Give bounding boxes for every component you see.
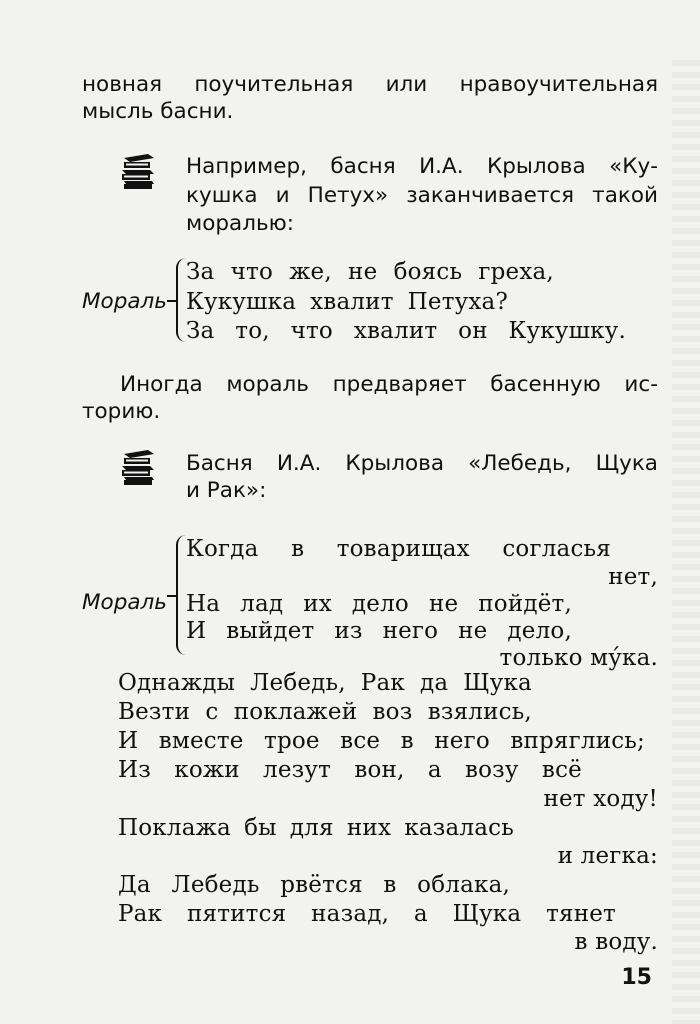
word: дело [351, 591, 409, 617]
word: Везти [118, 699, 191, 725]
fable-line-9 [118, 901, 616, 927]
book-stack-icon [120, 150, 156, 190]
word: пятится [186, 901, 287, 927]
word: а [427, 757, 442, 783]
fable-line-2 [118, 699, 532, 725]
word: бы [244, 815, 277, 841]
fable-line-3 [118, 728, 645, 754]
moral2-line-2: нет, [608, 564, 658, 590]
word: него [382, 618, 439, 644]
word: в [291, 536, 305, 562]
word: и [275, 183, 290, 208]
word: трое [264, 728, 320, 754]
word: да [419, 670, 449, 696]
word: И.А. [419, 154, 464, 179]
word: Например, [186, 154, 307, 179]
moral1-line-2 [186, 289, 508, 315]
word: не [348, 259, 378, 285]
word: что [290, 318, 333, 344]
book-stack-icon [120, 446, 156, 486]
word: кожи [174, 757, 240, 783]
word: согласья [502, 536, 611, 562]
moral2-line-3 [186, 591, 572, 617]
word: За [186, 318, 215, 344]
fable-line-10: в воду. [574, 929, 658, 955]
word: тянет [546, 901, 616, 927]
word: для [289, 815, 334, 841]
moral1-line-1 [186, 259, 554, 285]
word: Однажды [118, 670, 236, 696]
word: кушка [186, 183, 258, 208]
word: в [383, 872, 397, 898]
word: что [230, 259, 274, 285]
word: новная [82, 72, 163, 97]
word: из [334, 618, 363, 644]
word: их [303, 591, 332, 617]
page-number: 15 [621, 965, 652, 990]
fable-line-5: нет ходу! [543, 786, 658, 812]
word: впряглись; [510, 728, 645, 754]
word: Крылова [345, 451, 445, 476]
word: товарищах [336, 536, 470, 562]
word: поучительная [194, 72, 354, 97]
moral2-line-1 [186, 536, 611, 562]
word: За [186, 259, 215, 285]
word: Из [118, 757, 152, 783]
word: все [340, 728, 381, 754]
word: Поклажа [118, 815, 231, 841]
page-edge-shadow [672, 60, 700, 1024]
word: Лебедь [171, 872, 260, 898]
fable-line-8 [118, 872, 510, 898]
word: Рак [360, 670, 405, 696]
word: выйдет [226, 618, 315, 644]
word: басенную [490, 372, 601, 397]
word: вон, [354, 757, 405, 783]
word: хвалит [310, 289, 394, 315]
word: мораль [226, 372, 309, 397]
word: нравоучительная [459, 72, 658, 97]
word: такой [592, 183, 658, 208]
sometimes-line-1 [120, 372, 658, 397]
word: лад [240, 591, 284, 617]
word: не [428, 591, 459, 617]
word: ис- [624, 372, 658, 397]
fable-line-4 [118, 757, 582, 783]
example2-line-2: и Рак»: [186, 478, 267, 503]
word: или [385, 72, 428, 97]
word: лезут [263, 757, 332, 783]
word: он [458, 318, 488, 344]
word: греха, [478, 259, 554, 285]
word: Лебедь, [250, 670, 346, 696]
word: а [413, 901, 428, 927]
example1-line-2 [186, 183, 658, 208]
word: то, [235, 318, 270, 344]
example1-line-1 [186, 154, 658, 179]
word: Рак [118, 901, 163, 927]
fable-line-6 [118, 815, 514, 841]
moral2-line-5: только му́ка. [499, 645, 658, 671]
word: воз [372, 699, 413, 725]
word: Да [118, 872, 151, 898]
word: рвётся [280, 872, 363, 898]
word: заканчивается [406, 183, 575, 208]
word: хвалит [353, 318, 438, 344]
intro-line-2: мысль басни. [82, 99, 234, 124]
word: «Лебедь, [468, 451, 572, 476]
word: На [186, 591, 221, 617]
word: же, [289, 259, 332, 285]
word: дело, [507, 618, 572, 644]
example2-line-1 [186, 451, 658, 476]
sometimes-line-2: торию. [82, 399, 161, 424]
word: И [186, 618, 207, 644]
word: них [346, 815, 392, 841]
word: пойдёт, [478, 591, 572, 617]
word: облака, [417, 872, 510, 898]
word: Щука [595, 451, 658, 476]
word: Кукушка [186, 289, 297, 315]
word: Басня [186, 451, 253, 476]
word: возу [464, 757, 519, 783]
moral2-line-4 [186, 618, 572, 644]
word: всё [541, 757, 582, 783]
word: него [434, 728, 490, 754]
word: боясь [393, 259, 463, 285]
word: взялись, [427, 699, 532, 725]
word: не [458, 618, 488, 644]
word: Крылова [486, 154, 586, 179]
word: «Ку- [609, 154, 658, 179]
word: в [400, 728, 414, 754]
moral2-label: Мораль [82, 590, 167, 615]
word: басня [330, 154, 396, 179]
word: Петух» [307, 183, 389, 208]
fable-line-1 [118, 670, 532, 696]
word: И.А. [276, 451, 322, 476]
word: Кукушку. [508, 318, 626, 344]
word: И [118, 728, 139, 754]
word: Щука [452, 901, 522, 927]
word: Щука [463, 670, 532, 696]
word: Петуха? [407, 289, 508, 315]
fable-line-7: и легка: [557, 843, 658, 869]
word: поклажей [233, 699, 358, 725]
word: назад, [311, 901, 390, 927]
word: казалась [404, 815, 514, 841]
intro-line-1 [82, 72, 658, 97]
word: предваряет [332, 372, 467, 397]
moral1-label: Мораль [82, 289, 167, 314]
word: Иногда [120, 372, 203, 397]
word: с [205, 699, 219, 725]
word: вместе [158, 728, 244, 754]
word: Когда [186, 536, 259, 562]
moral1-line-3 [186, 318, 626, 344]
example1-line-3: моралью: [186, 211, 294, 236]
